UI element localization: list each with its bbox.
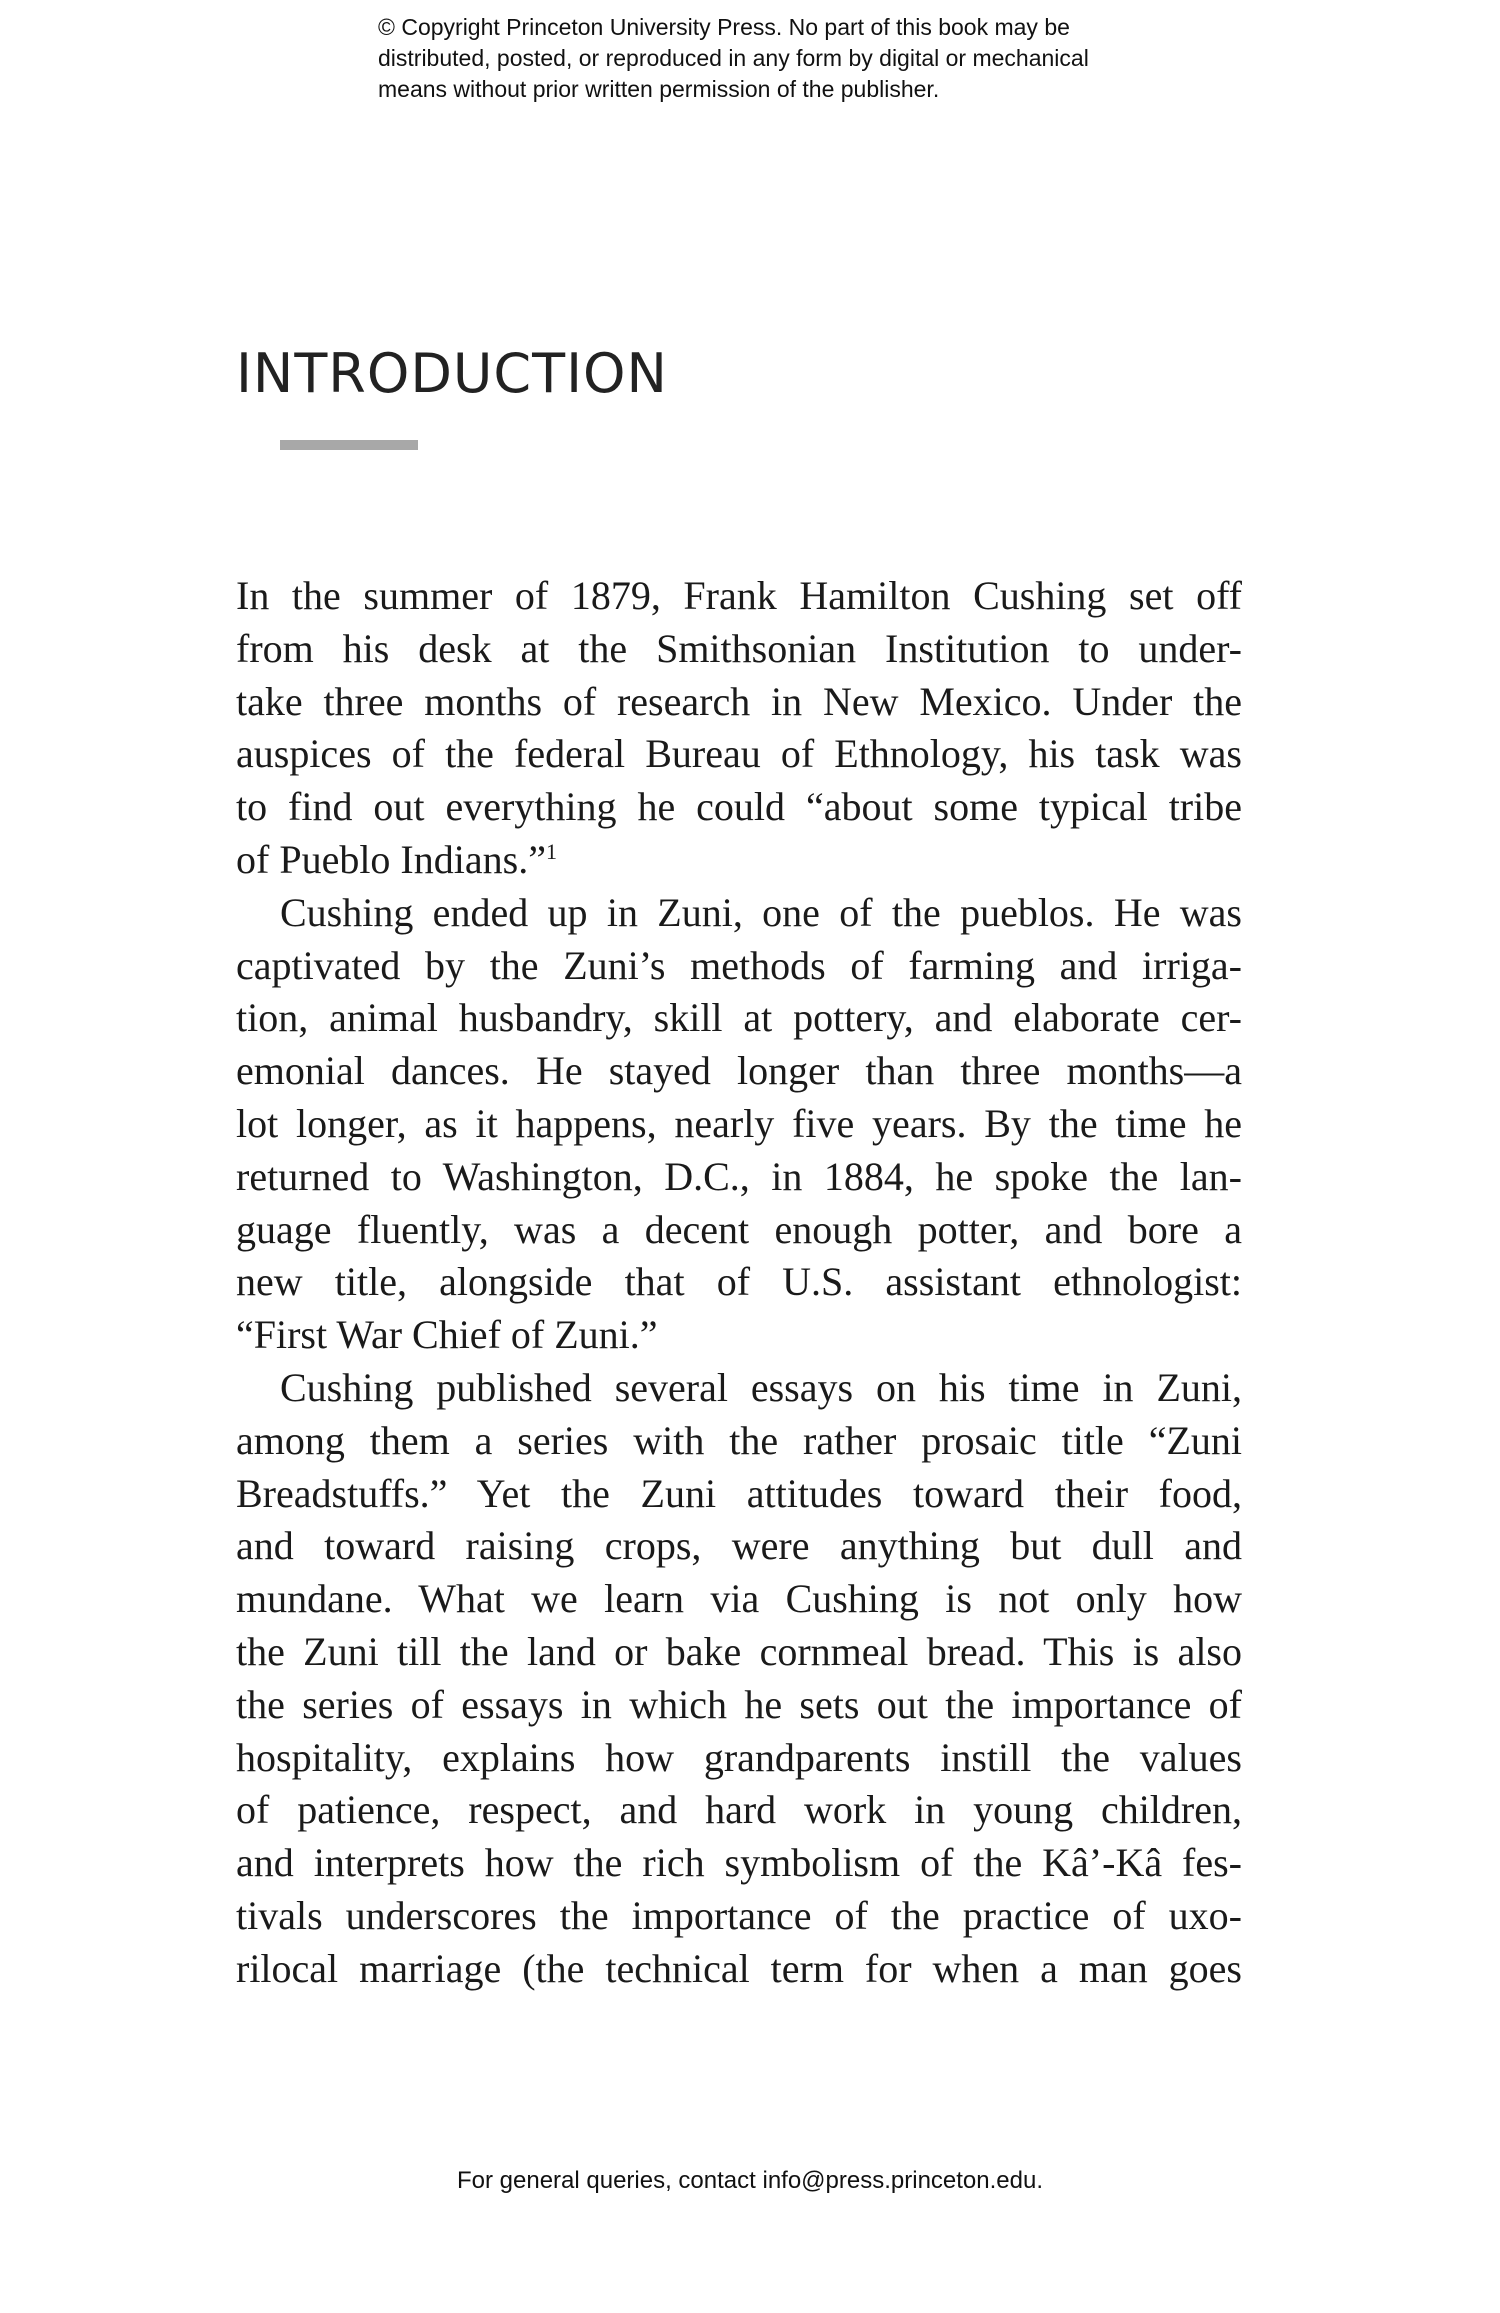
text-line: hospitality, explains how grandparents instill the values [236,1734,1242,1780]
footer-contact: For general queries, contact info@press.princeton.edu. [456,2167,1044,2194]
copyright-line: © Copyright Princeton University Press. No part of this book may be [378,14,1070,40]
text-line: the series of essays in which he sets out the importance of [236,1681,1242,1727]
text-line: and interprets how the rich symbolism of the Kâ’-Kâ fes- [236,1840,1242,1886]
copyright-line: means without prior written permission of the publisher. [378,76,940,102]
text-line: returned to Washington, D.C., in 1884, he spoke the lan- [236,1153,1242,1199]
paragraph [236,570,1242,887]
text-line: and toward raising crops, were anything but dull and [236,1523,1242,1569]
paragraph [236,887,1242,1362]
text-line: the Zuni till the land or bake cornmeal bread. This is also [236,1628,1242,1674]
text-line: new title, alongside that of U.S. assistant ethnologist: [236,1259,1242,1305]
text-line-content: of Pueblo Indians.” [236,836,546,882]
text-line: of patience, respect, and hard work in young children, [236,1787,1242,1833]
text-line: to find out everything he could “about some typical tribe [236,784,1242,830]
paragraph [236,1362,1242,1996]
text-line: rilocal marriage (the technical term for when a man goes [236,1945,1242,1991]
text-line: from his desk at the Smithsonian Institution to under- [236,625,1242,671]
text-line: “First War Chief of Zuni.” [236,1312,658,1358]
text-line: auspices of the federal Bureau of Ethnology, his task was [236,731,1242,777]
text-line: emonial dances. He stayed longer than three months—a [236,1048,1242,1094]
title-underline-rule [280,440,418,450]
text-line: captivated by the Zuni’s methods of farming and irriga- [236,942,1242,988]
text-line: tivals underscores the importance of the practice of uxo- [236,1892,1242,1938]
footnote-ref[interactable]: 1 [545,838,557,864]
text-line: Breadstuffs.” Yet the Zuni attitudes toward their food, [236,1470,1242,1516]
text-line: Cushing published several essays on his time in Zuni, [280,1364,1242,1410]
chapter-title: INTRODUCTION [236,342,668,405]
text-line: Cushing ended up in Zuni, one of the pueblos. He was [280,889,1242,935]
copyright-line: distributed, posted, or reproduced in any form by digital or mechanical [378,45,1089,71]
text-line: take three months of research in New Mexico. Under the [236,678,1242,724]
text-line: mundane. What we learn via Cushing is not only how [236,1576,1242,1622]
text-line: lot longer, as it happens, nearly five years. By the time he [236,1100,1242,1146]
text-line [236,834,1242,887]
text-line: guage fluently, was a decent enough potter, and bore a [236,1206,1242,1252]
text-line: tion, animal husbandry, skill at pottery, and elaborate cer- [236,995,1242,1041]
text-line: In the summer of 1879, Frank Hamilton Cushing set off [236,573,1242,618]
text-line: among them a series with the rather prosaic title “Zuni [236,1417,1242,1463]
copyright-notice [378,12,1238,105]
body-text [236,570,1242,1996]
